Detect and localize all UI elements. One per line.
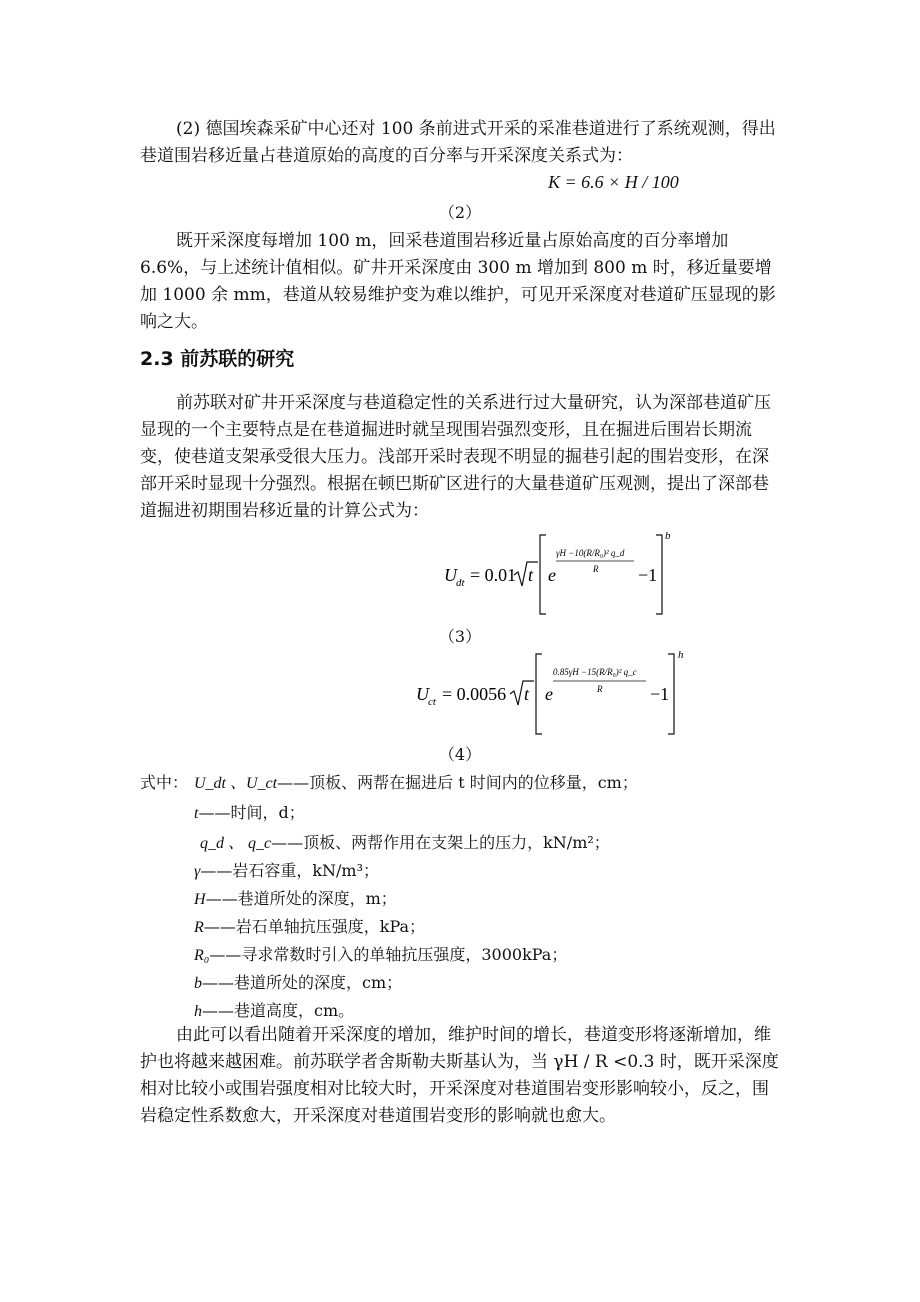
eq3-left-bracket	[540, 535, 546, 614]
definition-row	[200, 830, 610, 857]
definition-text: ——顶板、两帮作用在支架上的压力，kN/m²；	[271, 833, 610, 852]
eq4-exp-denominator: R	[597, 684, 603, 694]
eq3-base: e	[548, 565, 556, 585]
definition-row	[194, 800, 305, 827]
section-heading: 2.3 前苏联的研究	[140, 348, 295, 370]
equation-4-number: （4）	[438, 745, 482, 764]
eq3-lhs: U	[444, 565, 457, 585]
definition-text: ——巷道所处的深度，cm；	[202, 973, 403, 992]
eq3-exp-denominator: R	[593, 564, 599, 574]
definition-row	[194, 858, 379, 885]
definition-symbol: H	[194, 891, 206, 908]
definition-symbol: R	[194, 919, 204, 936]
definition-symbol: γ	[194, 863, 201, 880]
definition-row	[194, 942, 567, 969]
eq4-exp-numerator: 0.85γH −15(R/R₀)² q_c	[553, 667, 637, 677]
definition-symbol: t	[194, 805, 199, 822]
definition-symbol: q_d 、 q_c	[200, 835, 272, 852]
paragraph-2: 既开采深度每增加 100 m，回采巷道围岩移近量占原始高度的百分率增加 6.6%，与上述统计值相似。矿井开采深度由 300 m 增加到 800 m 时，移近量要增加 1000 余 mm，巷道从较易维护变为难以维护，可见开采深度对巷道矿压显现的影响之大。	[140, 231, 776, 332]
eq3-minus-one: −1	[638, 565, 658, 585]
eq3-sqrt	[514, 562, 538, 586]
definition-row	[194, 886, 397, 913]
equation-3-number: （3）	[438, 627, 482, 646]
definition-text: ——岩石容重，kN/m³；	[200, 861, 379, 880]
definition-row	[194, 998, 354, 1025]
equation-2: K = 6.6 × H / 100	[548, 172, 679, 192]
eq4-base: e	[545, 684, 553, 704]
definition-text: ——顶板、两帮在掘进后 t 时间内的位移量，cm；	[277, 773, 638, 792]
equation-3	[430, 528, 690, 620]
definition-text: ——岩石单轴抗压强度，kPa；	[203, 917, 426, 936]
definition-symbol: b	[194, 975, 202, 992]
eq4-power: h	[678, 649, 684, 661]
definition-text: ——时间，d；	[198, 803, 305, 822]
definition-symbol: R₀	[194, 947, 210, 964]
definition-row	[194, 914, 425, 941]
eq3-coef: = 0.01	[470, 565, 517, 585]
eq4-coef: = 0.0056	[442, 684, 507, 704]
eq4-sqrt	[510, 681, 534, 705]
paragraph-3: 前苏联对矿井开采深度与巷道稳定性的关系进行过大量研究，认为深部巷道矿压显现的一个主要特点是在巷道掘进时就呈现围岩强烈变形，且在掘进后围岩长期流变，使巷道支架承受很大压力。浅部开采时表现不明显的掘巷引起的围岩变形，在深部开采时显现十分强烈。根据在顿巴斯矿区进行的大量巷道矿压观测，提出了深部巷道掘进初期围岩移近量的计算公式为：	[140, 393, 771, 521]
eq3-lhs-sub: dt	[456, 577, 465, 589]
definition-row	[194, 970, 402, 997]
paragraph-4: 由此可以看出随着开采深度的增加，维护时间的增长，巷道变形将逐渐增加，维护也将越来越困难。前苏联学者舍斯勒夫斯基认为，当 γH / R <0.3 时，既开采深度相对比较小或围岩强度相对比较大时，开采深度对巷道围岩变形影响较小，反之，围岩稳定性系数愈大，开采深度对巷道围岩变形的影响就也愈大。	[140, 1025, 779, 1126]
eq4-root-arg: t	[524, 684, 530, 704]
definition-text: ——寻求常数时引入的单轴抗压强度，3000kPa；	[209, 945, 568, 964]
eq3-power: b	[665, 530, 671, 542]
eq4-lhs: U	[416, 684, 429, 704]
eq4-lhs-sub: ct	[428, 696, 436, 708]
equation-4	[412, 646, 702, 738]
eq4-minus-one: −1	[650, 684, 670, 704]
eq3-root-arg: t	[528, 565, 534, 585]
equation-2-number: （2）	[438, 203, 482, 222]
definition-text: ——巷道高度，cm。	[202, 1001, 355, 1020]
definition-symbol: h	[194, 1003, 202, 1020]
paragraph-1: (2) 德国埃森采矿中心还对 100 条前进式开采的采准巷道进行了系统观测，得出巷道围岩移近量占巷道原始的高度的百分率与开采深度关系式为：	[140, 119, 776, 166]
definition-row	[194, 770, 638, 797]
where-prefix: 式中：	[140, 773, 189, 792]
eq4-left-bracket	[536, 654, 542, 734]
definition-symbol: U_dt 、U_ct	[194, 775, 278, 792]
eq3-exp-numerator: γH −10(R/R₀)² q_d	[556, 548, 625, 558]
definition-text: ——巷道所处的深度，m；	[205, 889, 397, 908]
